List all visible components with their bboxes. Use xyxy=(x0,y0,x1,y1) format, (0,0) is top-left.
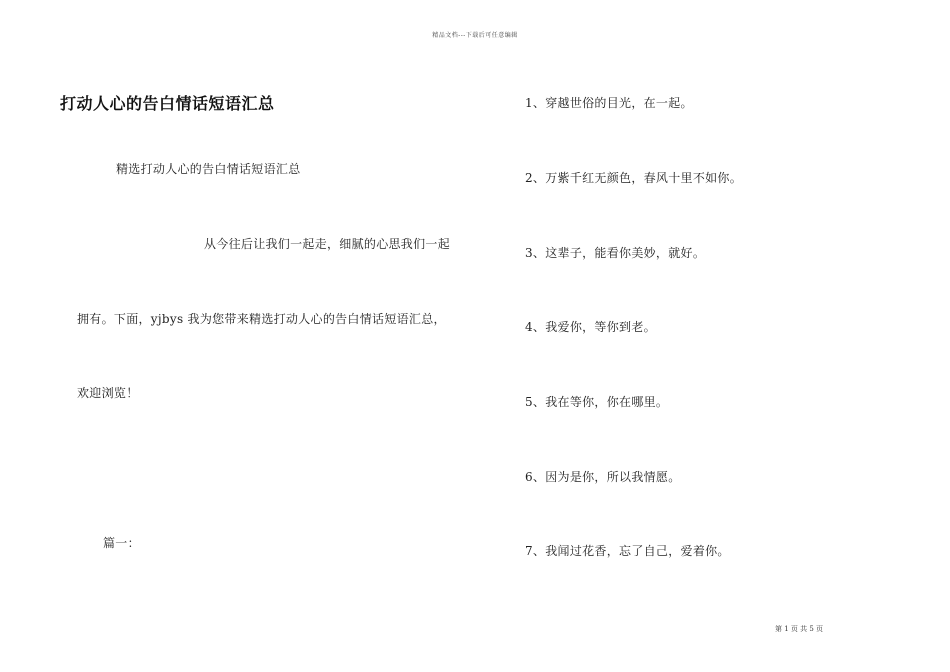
paragraph-subtitle: 精选打动人心的告白情话短语汇总 xyxy=(116,162,301,176)
list-item: 1、穿越世俗的目光，在一起。 xyxy=(525,96,693,110)
page-number: 第 1 页 共 5 页 xyxy=(775,625,824,633)
list-item: 7、我闻过花香，忘了自己，爱着你。 xyxy=(525,544,730,558)
paragraph-intro-line-2: 拥有。下面，yjbys 我为您带来精选打动人心的告白情话短语汇总， xyxy=(77,312,446,326)
list-item: 4、我爱你，等你到老。 xyxy=(525,320,656,334)
list-item: 2、万紫千红无颜色，春风十里不如你。 xyxy=(525,171,743,185)
list-item: 6、因为是你，所以我情愿。 xyxy=(525,470,681,484)
paragraph-welcome: 欢迎浏览！ xyxy=(77,386,139,400)
paragraph-intro-line-1: 从今往后让我们一起走，细腻的心思我们一起 xyxy=(204,237,451,251)
section-heading: 篇一： xyxy=(103,536,140,550)
document-title: 打动人心的告白情话短语汇总 xyxy=(60,94,275,113)
list-item: 5、我在等你，你在哪里。 xyxy=(525,395,669,409)
header-note: 精品文档---下载后可任意编辑 xyxy=(432,32,518,39)
list-item: 3、这辈子，能看你美妙，就好。 xyxy=(525,246,706,260)
